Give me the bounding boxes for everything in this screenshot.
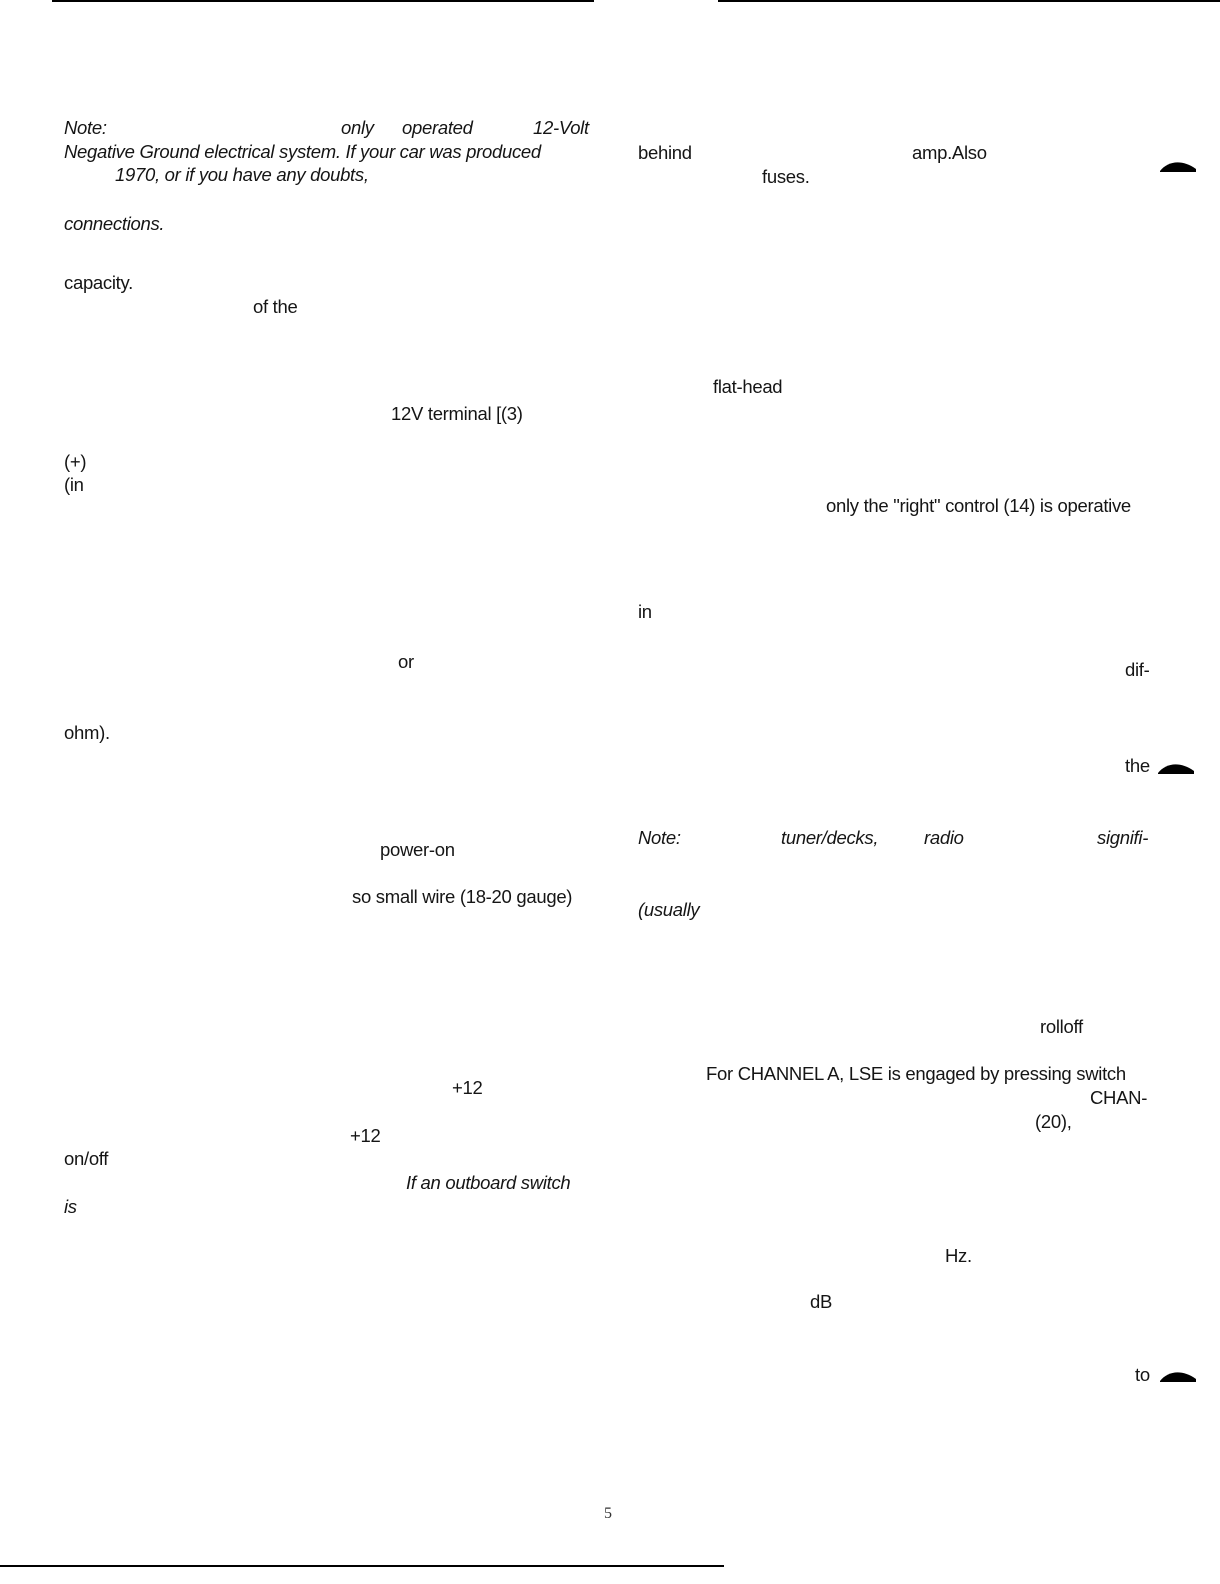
- text-the: the: [1125, 755, 1150, 776]
- bottom-rule: [0, 1565, 724, 1567]
- text-power-on: power-on: [380, 839, 455, 860]
- text-small-wire: so small wire (18-20 gauge): [352, 886, 573, 907]
- note-label: Note:: [64, 117, 107, 138]
- text-in: (in: [64, 474, 84, 495]
- text-flat-head: flat-head: [713, 376, 783, 397]
- top-rule-right: [718, 0, 1220, 2]
- text-on-off: on/off: [64, 1148, 109, 1169]
- text-plus12-a: +12: [452, 1077, 483, 1098]
- text-negative-ground: Negative Ground electrical system. If your car was produced: [64, 141, 541, 162]
- text-behind: behind: [638, 142, 692, 163]
- text-only: only: [341, 117, 374, 138]
- text-is: is: [64, 1196, 77, 1217]
- note-label-right: Note:: [638, 827, 681, 848]
- text-right-control: only the "right" control (14) is operative: [826, 495, 1131, 516]
- text-plus12-b: +12: [350, 1125, 381, 1146]
- text-channel-a: For CHANNEL A, LSE is engaged by pressing switch: [706, 1063, 1126, 1084]
- text-usually: (usually: [638, 899, 700, 920]
- text-12-volt: 12-Volt: [533, 117, 589, 138]
- text-capacity: capacity.: [64, 272, 133, 293]
- text-hz: Hz.: [945, 1245, 972, 1266]
- top-rule-left: [52, 0, 594, 2]
- text-tuner-decks: tuner/decks,: [781, 827, 879, 848]
- text-connections: connections.: [64, 213, 165, 234]
- text-or: or: [398, 651, 414, 672]
- page-number: 5: [604, 1505, 612, 1522]
- margin-arrow-icon: [1156, 761, 1196, 775]
- text-of-the: of the: [253, 296, 298, 317]
- text-plus: (+): [64, 451, 87, 472]
- text-radio: radio: [924, 827, 964, 848]
- text-db: dB: [810, 1291, 833, 1312]
- text-chan: CHAN-: [1090, 1087, 1148, 1108]
- text-12v-terminal: 12V terminal [(3): [391, 403, 523, 424]
- text-to: to: [1135, 1364, 1150, 1385]
- text-amp-also: amp.Also: [912, 142, 987, 163]
- margin-arrow-icon: [1158, 159, 1198, 173]
- text-signifi: signifi-: [1097, 827, 1149, 848]
- margin-arrow-icon: [1158, 1369, 1198, 1383]
- text-rolloff: rolloff: [1040, 1016, 1083, 1037]
- text-fuses: fuses.: [762, 166, 810, 187]
- text-ohm: ohm).: [64, 722, 110, 743]
- text-20: (20),: [1035, 1111, 1072, 1132]
- text-in-right: in: [638, 601, 652, 622]
- text-outboard-switch: If an outboard switch: [406, 1172, 571, 1193]
- text-year-1970: 1970, or if you have any doubts,: [115, 164, 369, 185]
- text-operated: operated: [402, 117, 473, 138]
- text-dif: dif-: [1125, 659, 1150, 680]
